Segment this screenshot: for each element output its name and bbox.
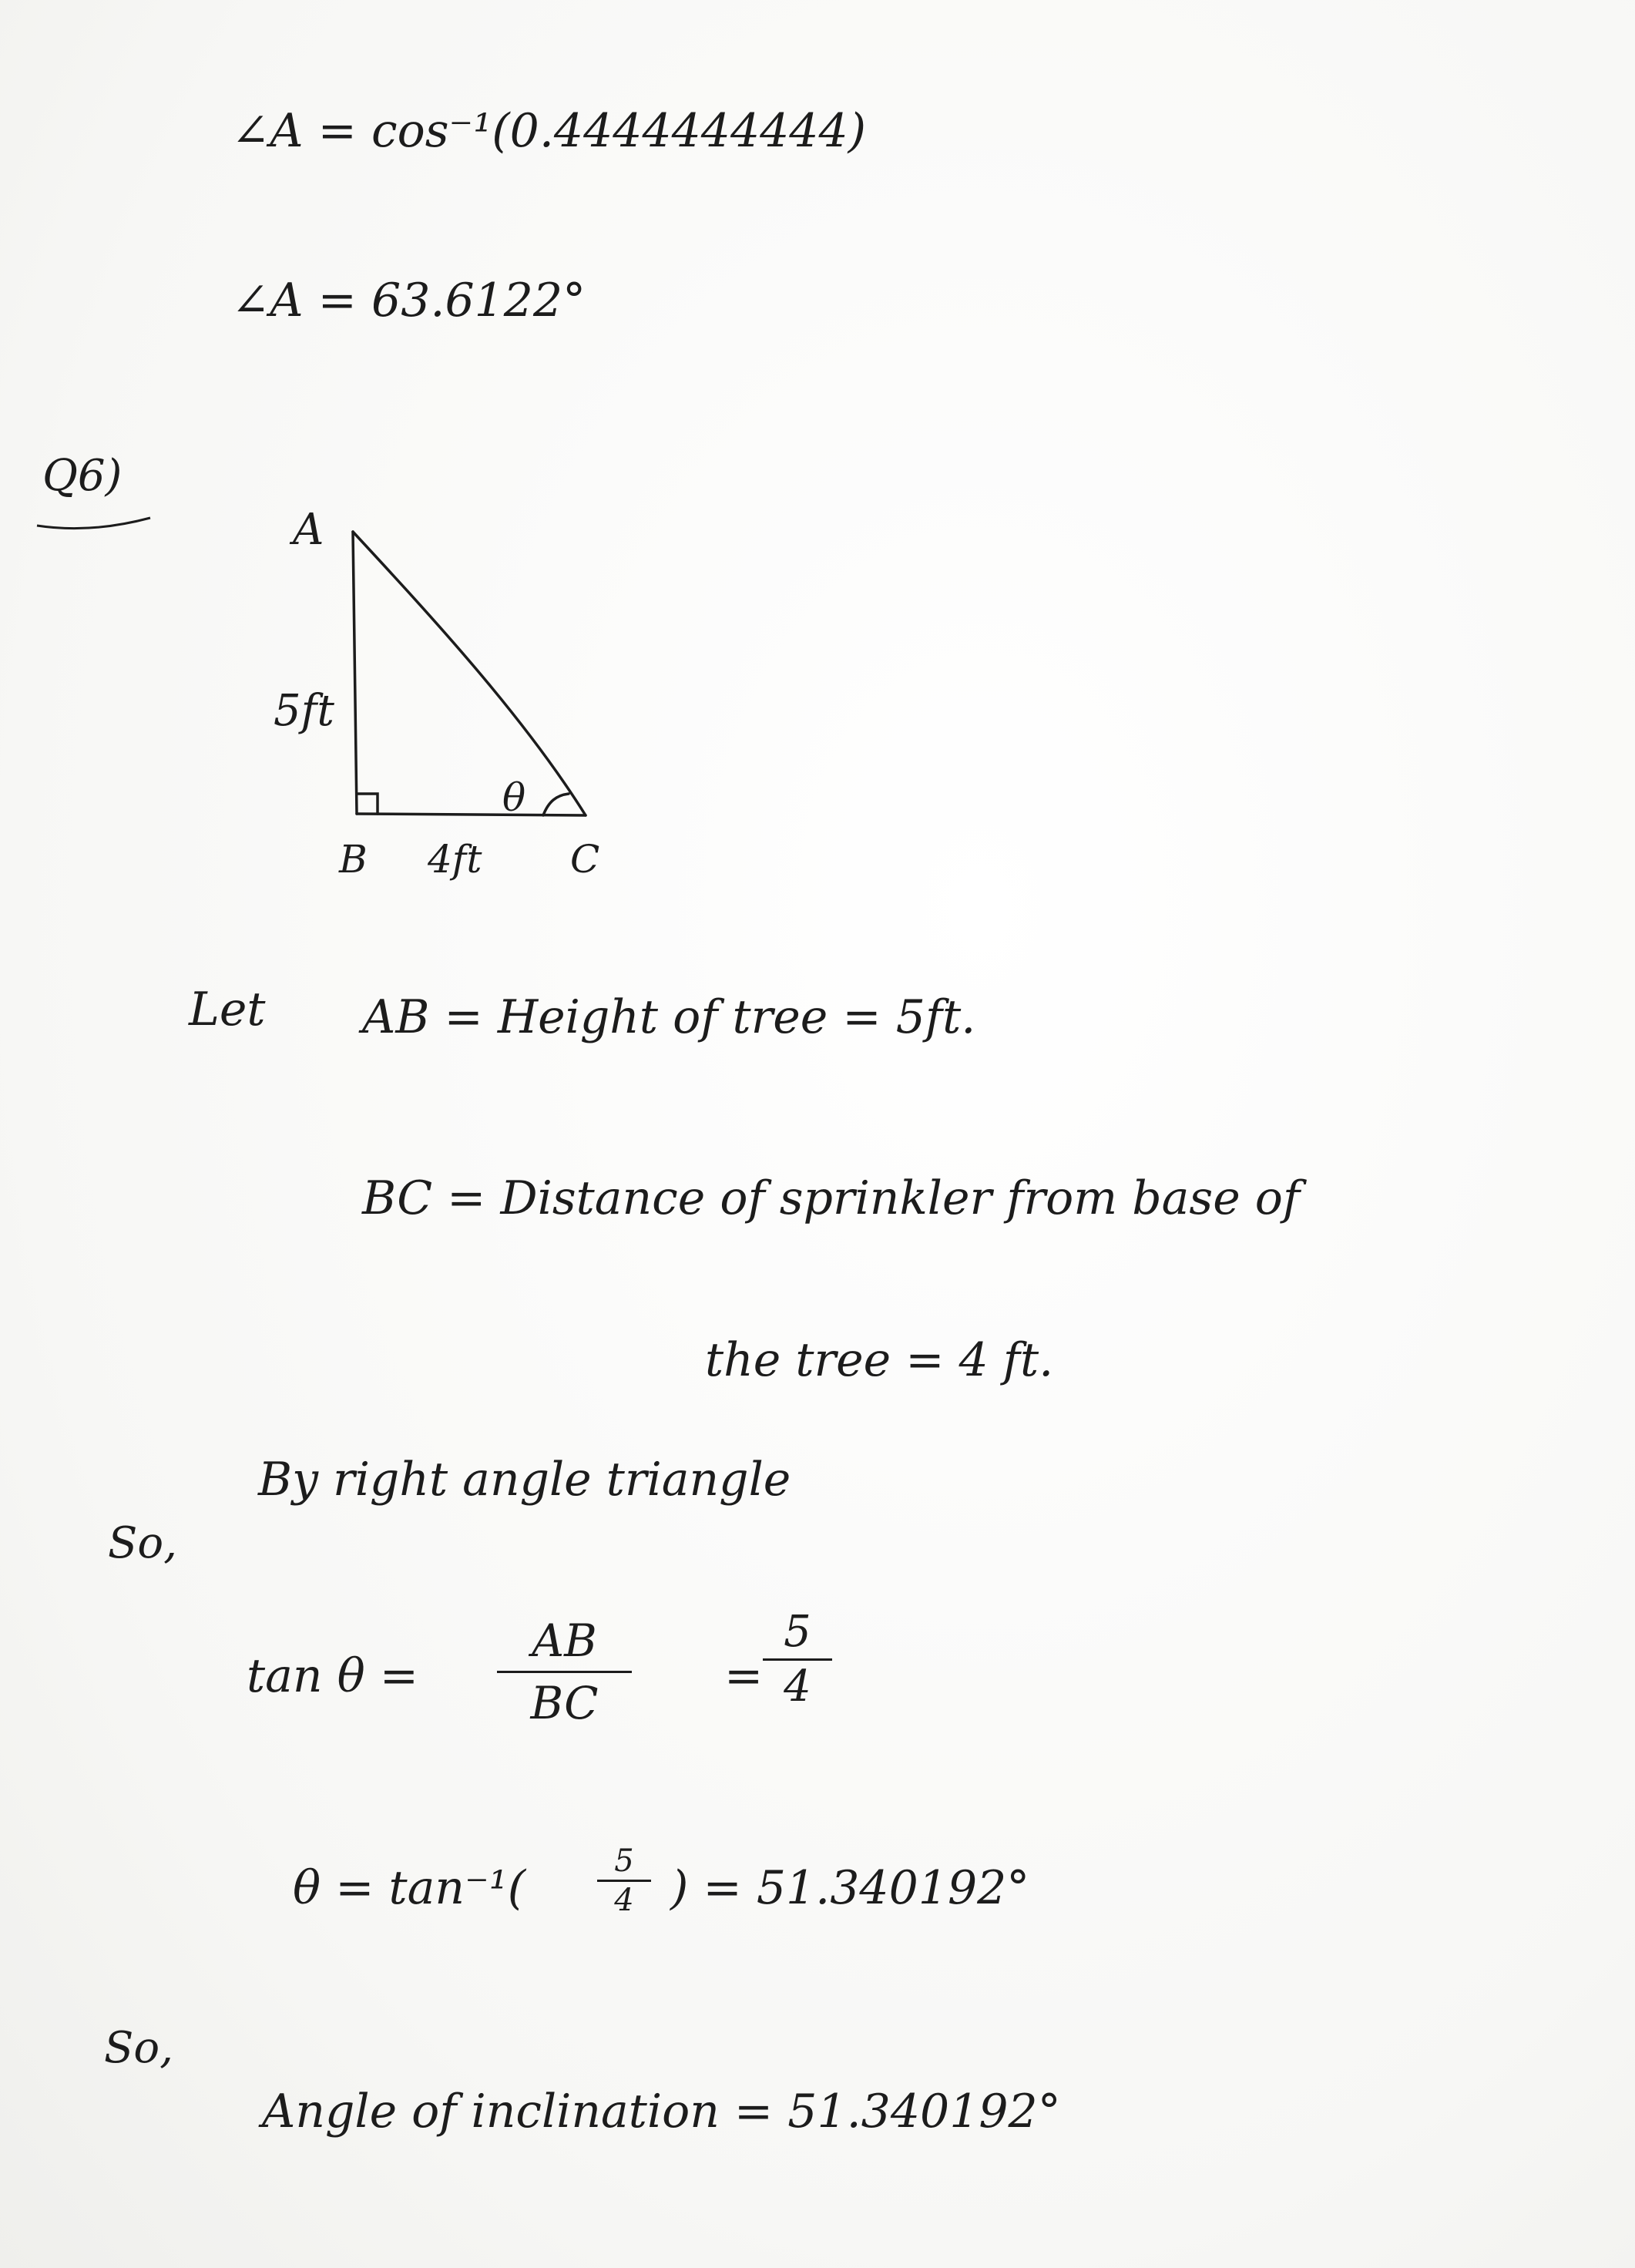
theta-fraction-bar (597, 1880, 651, 1882)
so-label-2: So, (104, 2023, 173, 2073)
vertex-a-label: A (293, 505, 324, 555)
fraction-four: 4 (784, 1662, 811, 1712)
vertex-b-label: B (339, 837, 368, 882)
angle-a-expression: ∠A = cos⁻¹(0.4444444444) (231, 104, 867, 158)
theta-rhs: ) = 51.340192° (670, 1861, 1030, 1915)
tan-numerator: AB (532, 1614, 597, 1667)
let-word: Let (189, 983, 266, 1037)
question-label: Q6) (42, 451, 123, 501)
so-label-1: So, (108, 1518, 177, 1568)
side-ab-line (353, 532, 357, 814)
theta-label: θ (502, 775, 526, 820)
fraction-five: 5 (784, 1607, 811, 1657)
side-bc-line (357, 814, 586, 815)
tan-fraction-bar (497, 1671, 632, 1673)
tan-fraction-5-4 (763, 1607, 832, 1712)
side-ab-label: 5ft (274, 686, 334, 736)
theta-lhs: θ = tan⁻¹( (293, 1861, 526, 1915)
right-angle-marker (357, 794, 378, 814)
tan-equals: = (724, 1649, 764, 1703)
tan-denominator: BC (530, 1677, 599, 1729)
fraction-five-four-bar (763, 1658, 832, 1661)
angle-a-value: ∠A = 63.6122° (231, 274, 586, 328)
by-right-angle-triangle: By right angle triangle (258, 1453, 791, 1507)
tan-fraction-ab-bc (497, 1614, 632, 1729)
side-bc-label: 4ft (428, 837, 482, 882)
hypotenuse-ac-line (353, 532, 586, 820)
ab-definition: AB = Height of tree = 5ft. (362, 990, 976, 1044)
tan-lhs: tan θ = (247, 1649, 419, 1703)
final-answer: Angle of inclination = 51.340192° (262, 2085, 1061, 2139)
theta-fraction (597, 1843, 651, 1918)
theta-fraction-five: 5 (614, 1843, 634, 1879)
theta-fraction-four: 4 (614, 1883, 634, 1918)
vertex-c-label: C (570, 837, 600, 882)
bc-definition-line1: BC = Distance of sprinkler from base of (362, 1171, 1301, 1225)
theta-arc (543, 794, 569, 815)
bc-definition-line2: the tree = 4 ft. (705, 1333, 1054, 1387)
